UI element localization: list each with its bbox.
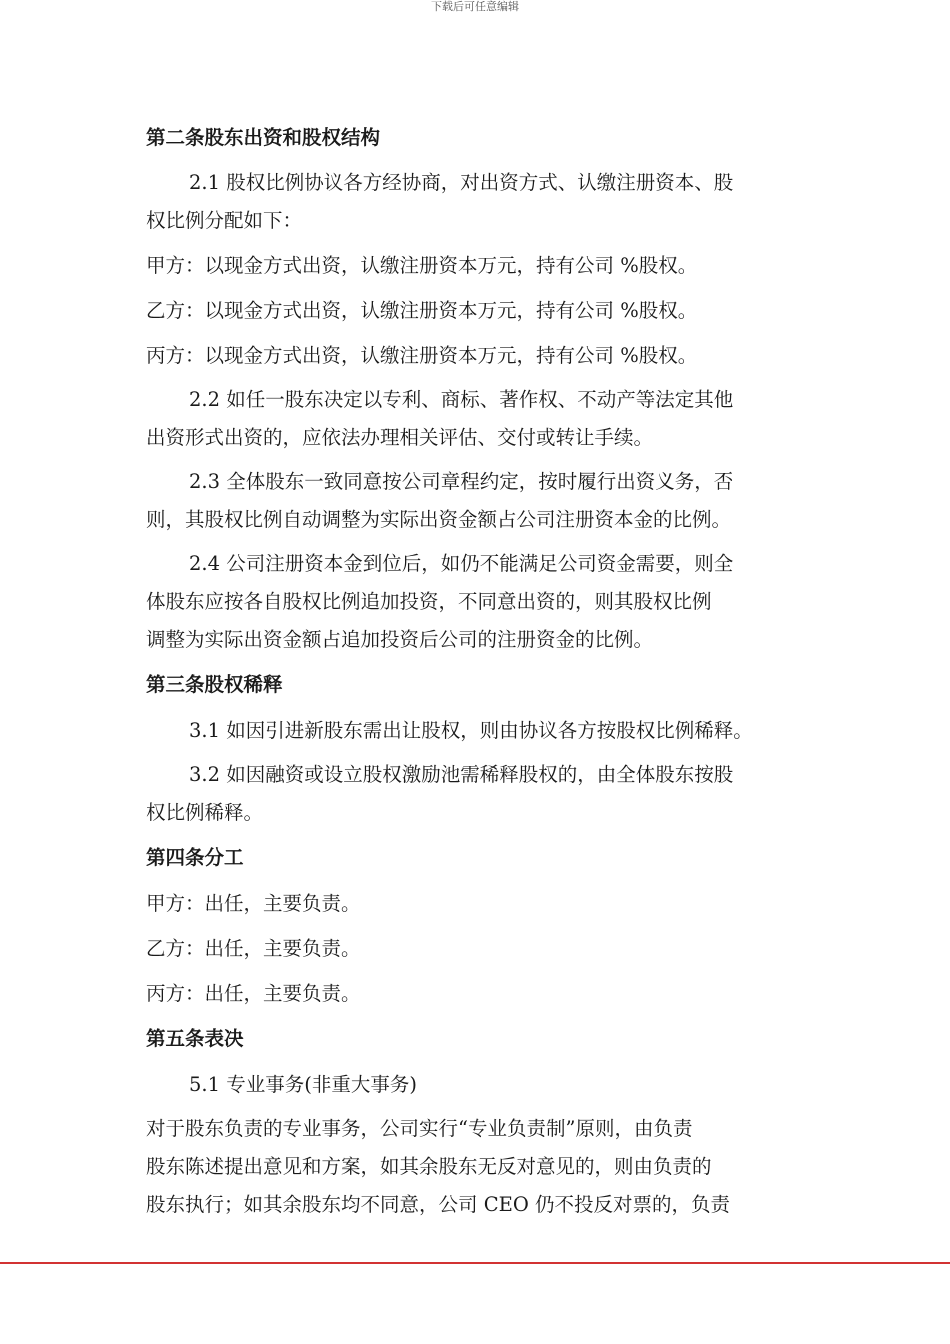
clause-2-1-line-2: 权比例分配如下： — [146, 209, 303, 232]
clause-3-1: 3.1 如因引进新股东需出让股权，则由协议各方按股权比例稀释。 — [189, 719, 753, 742]
clause-5-1-body — [146, 1110, 836, 1224]
footer-divider — [0, 1262, 950, 1264]
party-c-contribution: 丙方：以现金方式出资，认缴注册资本万元，持有公司 %股权。 — [146, 344, 698, 367]
clause-3-2 — [146, 756, 836, 832]
clause-2-4-line-2: 体股东应按各自股权比例追加投资，不同意出资的，则其股权比例 — [146, 590, 712, 613]
clause-2-4-line-3: 调整为实际出资金额占追加投资后公司的注册资金的比例。 — [146, 628, 654, 651]
clause-2-2-line-2: 出资形式出资的，应依法办理相关评估、交付或转让手续。 — [146, 426, 654, 449]
section-5-title: 第五条表决 — [146, 1027, 244, 1050]
party-a-role: 甲方：出任，主要负责。 — [146, 892, 361, 915]
clause-3-2-line-1: 3.2 如因融资或设立股权激励池需稀释股权的，由全体股东按股 — [189, 763, 734, 786]
document-body — [146, 118, 836, 1230]
clause-3-2-line-2: 权比例稀释。 — [146, 801, 264, 824]
clause-2-1 — [146, 164, 836, 240]
party-c-role: 丙方：出任，主要负责。 — [146, 982, 361, 1005]
section-3-title: 第三条股权稀释 — [146, 673, 283, 696]
clause-2-4 — [146, 545, 836, 659]
header-note: 下载后可任意编辑 — [431, 0, 519, 13]
clause-2-1-line-1: 2.1 股权比例协议各方经协商，对出资方式、认缴注册资本、股 — [189, 171, 734, 194]
clause-2-2-line-1: 2.2 如任一股东决定以专利、商标、著作权、不动产等法定其他 — [189, 388, 734, 411]
clause-2-3-line-2: 则，其股权比例自动调整为实际出资金额占公司注册资本金的比例。 — [146, 508, 732, 531]
party-b-role: 乙方：出任，主要负责。 — [146, 937, 361, 960]
party-b-contribution: 乙方：以现金方式出资，认缴注册资本万元，持有公司 %股权。 — [146, 299, 698, 322]
section-4-title: 第四条分工 — [146, 846, 244, 869]
party-a-contribution: 甲方：以现金方式出资，认缴注册资本万元，持有公司 %股权。 — [146, 254, 698, 277]
section-2-title: 第二条股东出资和股权结构 — [146, 126, 381, 149]
clause-2-3 — [146, 463, 836, 539]
clause-2-4-line-1: 2.4 公司注册资本金到位后，如仍不能满足公司资金需要，则全 — [189, 552, 734, 575]
clause-5-1-body-line-1: 对于股东负责的专业事务，公司实行“专业负责制”原则，由负责 — [146, 1117, 693, 1140]
clause-5-1-body-line-2: 股东陈述提出意见和方案，如其余股东无反对意见的，则由负责的 — [146, 1155, 712, 1178]
clause-2-3-line-1: 2.3 全体股东一致同意按公司章程约定，按时履行出资义务，否 — [189, 470, 734, 493]
clause-5-1-body-line-3: 股东执行；如其余股东均不同意，公司 CEO 仍不投反对票的，负责 — [146, 1193, 731, 1216]
clause-5-1: 5.1 专业事务(非重大事务) — [189, 1073, 417, 1096]
clause-2-2 — [146, 381, 836, 457]
